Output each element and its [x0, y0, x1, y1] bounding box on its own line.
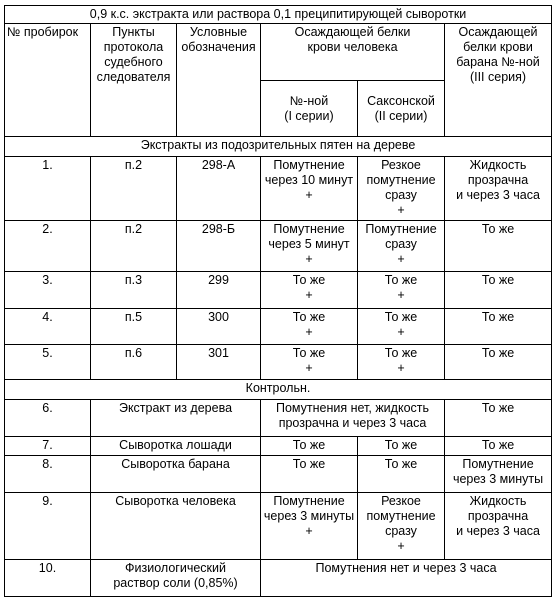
cell-series2: То же [358, 456, 445, 493]
document [4, 5, 552, 597]
cell-series3: Жидкость прозрачна и через 3 часа [445, 157, 552, 221]
cell-no: 8. [5, 456, 91, 493]
section-row-controls [5, 380, 552, 400]
cell-series2: Резкое помутнение сразу + [358, 157, 445, 221]
section-controls: Контрольн. [5, 380, 552, 400]
cell-no: 10. [5, 560, 91, 597]
cell-series2: То же [358, 437, 445, 456]
cell-no: 3. [5, 272, 91, 309]
cell-series3: То же [445, 400, 552, 437]
cell-control-label: Сыворотка барана [91, 456, 261, 493]
cell-series3: То же [445, 309, 552, 345]
cell-series1: Помутнение через 5 минут + [261, 221, 358, 272]
header-row [5, 24, 552, 81]
cell-control-label: Сыворотка лошади [91, 437, 261, 456]
cell-series3: То же [445, 221, 552, 272]
cell-series2: То же + [358, 309, 445, 345]
results-table [4, 5, 552, 597]
cell-item: п.5 [91, 309, 177, 345]
cell-series2: Помутнение сразу + [358, 221, 445, 272]
cell-no: 2. [5, 221, 91, 272]
cell-series3: То же [445, 345, 552, 380]
cell-control-label: Физиологический раствор соли (0,85%) [91, 560, 261, 597]
table-title: 0,9 к.с. экстракта или раствора 0,1 преципитирующей сыворотки [5, 6, 552, 24]
table-row [5, 400, 552, 437]
cell-control-label: Сыворотка человека [91, 493, 261, 560]
cell-no: 4. [5, 309, 91, 345]
cell-series1: То же [261, 456, 358, 493]
header-protocol-items: Пункты протокола судебного следователя [91, 24, 177, 137]
cell-series1: Помутнение через 3 минуты + [261, 493, 358, 560]
table-row [5, 272, 552, 309]
cell-no: 9. [5, 493, 91, 560]
header-designations: Условные обозначения [177, 24, 261, 137]
cell-code: 298-Б [177, 221, 261, 272]
table-row [5, 157, 552, 221]
cell-code: 300 [177, 309, 261, 345]
cell-no: 7. [5, 437, 91, 456]
cell-series3: Помутнение через 3 минуты [445, 456, 552, 493]
table-row [5, 345, 552, 380]
table-row [5, 560, 552, 597]
table-row [5, 456, 552, 493]
section-extracts: Экстракты из подозрительных пятен на дереве [5, 137, 552, 157]
cell-series3: То же [445, 437, 552, 456]
header-tube-no: № пробирок [5, 24, 91, 137]
cell-series2: То же + [358, 272, 445, 309]
header-human-precip: Осаждающей белки крови человека [261, 24, 445, 81]
header-human-series2: Саксонской (II серии) [358, 81, 445, 137]
section-row-extracts [5, 137, 552, 157]
cell-series2: То же + [358, 345, 445, 380]
cell-series3: Жидкость прозрачна и через 3 часа [445, 493, 552, 560]
cell-series1: То же + [261, 309, 358, 345]
cell-all-results: Помутнения нет и через 3 часа [261, 560, 552, 597]
cell-no: 1. [5, 157, 91, 221]
title-row [5, 6, 552, 24]
table-row [5, 309, 552, 345]
cell-code: 298-А [177, 157, 261, 221]
table-row [5, 437, 552, 456]
cell-control-label: Экстракт из дерева [91, 400, 261, 437]
header-sheep-precip: Осаждающей белки крови барана №-ной (III серия) [445, 24, 552, 137]
cell-no: 5. [5, 345, 91, 380]
cell-no: 6. [5, 400, 91, 437]
header-human-series1: №-ной (I серии) [261, 81, 358, 137]
cell-item: п.2 [91, 221, 177, 272]
cell-series1: То же [261, 437, 358, 456]
cell-human-result: Помутнения нет, жидкость прозрачна и через 3 часа [261, 400, 445, 437]
table-row [5, 221, 552, 272]
cell-item: п.6 [91, 345, 177, 380]
cell-code: 299 [177, 272, 261, 309]
cell-code: 301 [177, 345, 261, 380]
cell-series1: То же + [261, 272, 358, 309]
cell-item: п.2 [91, 157, 177, 221]
cell-item: п.3 [91, 272, 177, 309]
cell-series1: То же + [261, 345, 358, 380]
cell-series3: То же [445, 272, 552, 309]
cell-series1: Помутнение через 10 минут + [261, 157, 358, 221]
table-row [5, 493, 552, 560]
cell-series2: Резкое помутнение сразу + [358, 493, 445, 560]
